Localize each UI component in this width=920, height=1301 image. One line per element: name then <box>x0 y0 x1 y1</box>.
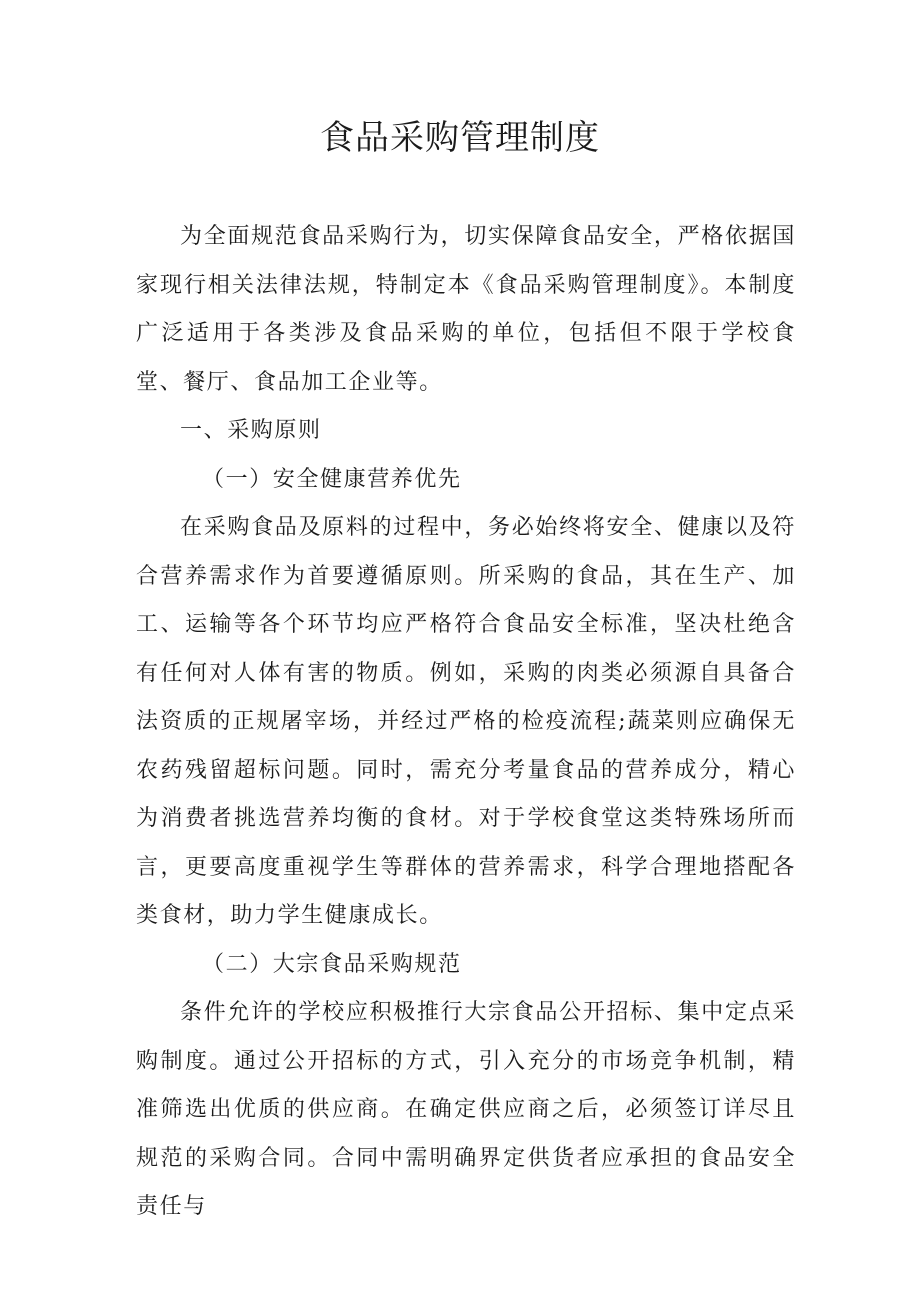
safety-health-nutrition-paragraph: 在采购食品及原料的过程中，务必始终将安全、健康以及符合营养需求作为首要遵循原则。所采购的食品，其在生产、加工、运输等各个环节均应严格符合食品安全标准，坚决杜绝含有任何对人体有害的物质。例如，采购的肉类必须源自具备合法资质的正规屠宰场，并经过严格的检疫流程;蔬菜则应确保无农药残留超标问题。同时，需充分考量食品的营养成分，精心为消费者挑选营养均衡的食材。对于学校食堂这类特殊场所而言，更要高度重视学生等群体的营养需求，科学合理地搭配各类食材，助力学生健康成长。 <box>136 515 796 928</box>
document-body <box>136 213 796 1232</box>
bulk-procurement-paragraph: 条件允许的学校应积极推行大宗食品公开招标、集中定点采购制度。通过公开招标的方式，引入充分的市场竞争机制，精准筛选出优质的供应商。在确定供应商之后，必须签订详尽且规范的采购合同。合同中需明确界定供货者应承担的食品安全责任与 <box>136 1000 796 1219</box>
document-title: 食品采购管理制度 <box>320 118 600 158</box>
subsection-heading-safety-health-nutrition: （一）安全健康营养优先 <box>202 466 462 492</box>
section-heading-procurement-principles: 一、采购原则 <box>180 418 322 443</box>
subsection-heading-bulk-procurement: （二）大宗食品采购规范 <box>202 951 462 977</box>
intro-paragraph: 为全面规范食品采购行为，切实保障食品安全，严格依据国家现行相关法律法规，特制定本《食品采购管理制度》。本制度广泛适用于各类涉及食品采购的单位，包括但不限于学校食堂、餐厅、食品加工企业等。 <box>136 224 796 395</box>
